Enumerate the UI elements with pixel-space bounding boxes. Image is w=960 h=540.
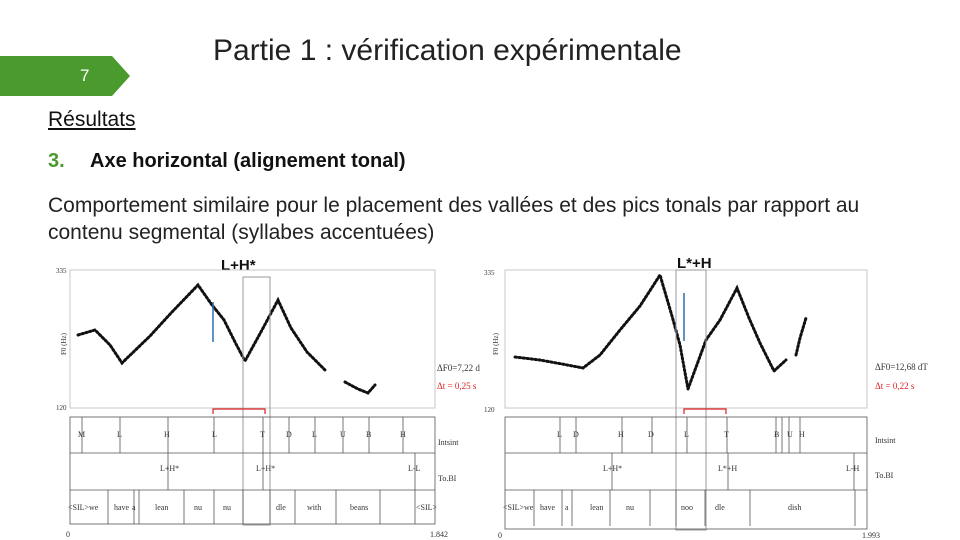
- word-label: have: [540, 503, 556, 512]
- slide-title: Partie 1 : vérification expérimentale: [213, 34, 682, 67]
- tobi-label: L*+H: [718, 464, 738, 473]
- word-label: with: [307, 503, 322, 512]
- intsint-label: T: [724, 430, 729, 439]
- word-label: a: [132, 503, 136, 512]
- delta-t-bracket-2: [684, 409, 726, 414]
- delta-f0-text-2: ΔF0=12,68 dT: [875, 362, 928, 372]
- tier-name-intsint-1: Intsint: [438, 438, 459, 447]
- word-label: <SIL>: [416, 503, 438, 512]
- word-label: beans: [350, 503, 369, 512]
- word-label: have: [114, 503, 130, 512]
- x-end-label-1: 1.842: [430, 530, 448, 539]
- intsint-label: U: [340, 430, 346, 439]
- section-title: Résultats: [48, 108, 136, 131]
- x-start-label-1: 0: [66, 530, 70, 539]
- pitch-panel-1: [70, 270, 435, 408]
- word-label: a: [565, 503, 569, 512]
- word-label: nu: [626, 503, 634, 512]
- body-text: Comportement similaire pour le placement des vallées et des pics tonals par rapport au contenu segmental (syllabes accentuées): [48, 194, 860, 244]
- intsint-label: D: [648, 430, 654, 439]
- intsint-label: L: [684, 430, 689, 439]
- intsint-label: L: [557, 430, 562, 439]
- pitch-contour-2a: [515, 275, 786, 389]
- word-label: dish: [788, 503, 802, 512]
- intsint-label: H: [400, 430, 406, 439]
- stressed-syllable-box-2: [676, 270, 706, 530]
- delta-f0-text-1: ΔF0=7,22 d: [437, 363, 480, 373]
- intsint-label: H: [164, 430, 170, 439]
- tobi-label: L+H*: [256, 464, 276, 473]
- figure-1-label: L+H*: [221, 257, 256, 274]
- intsint-label: T: [260, 430, 265, 439]
- intsint-label: D: [573, 430, 579, 439]
- figure-2-label: L*+H: [677, 255, 712, 272]
- y-top-label-1: 335: [56, 267, 67, 275]
- figure-1: [56, 267, 480, 539]
- tobi-label: L-H: [846, 464, 860, 473]
- slide-number: 7: [80, 66, 90, 85]
- intsint-label: L: [212, 430, 217, 439]
- intsint-label: B: [774, 430, 780, 439]
- x-end-label-2: 1.993: [862, 531, 880, 540]
- tobi-label: L-L: [408, 464, 421, 473]
- x-start-label-2: 0: [498, 531, 502, 540]
- tier-name-intsint-2: Intsint: [875, 436, 896, 445]
- tier-name-tobi-1: To.BI: [438, 474, 457, 483]
- tobi-label: L+H*: [160, 464, 180, 473]
- y-axis-label-1: F0 (Hz): [60, 333, 68, 355]
- stressed-syllable-box-1: [243, 277, 270, 525]
- delta-t-text-1: Δt = 0,25 s: [437, 381, 477, 391]
- intsint-label: L: [312, 430, 317, 439]
- word-label: lean: [590, 503, 604, 512]
- y-axis-label-2: F0 (Hz): [492, 333, 500, 355]
- intsint-label: U: [787, 430, 793, 439]
- intsint-label: L: [117, 430, 122, 439]
- word-label: <SIL>we: [68, 503, 99, 512]
- intsint-label: M: [78, 430, 86, 439]
- word-label: noo: [681, 503, 693, 512]
- y-bottom-label-1: 120: [56, 404, 67, 412]
- word-label: lean: [155, 503, 169, 512]
- tier-name-tobi-2: To.BI: [875, 471, 894, 480]
- figure-2: [484, 269, 928, 540]
- pitch-contour-2b: [796, 318, 806, 355]
- pitch-contour-1a: [78, 285, 325, 370]
- intsint-label: D: [286, 430, 292, 439]
- delta-t-text-2: Δt = 0,22 s: [875, 381, 915, 391]
- pitch-contour-1b: [345, 382, 375, 393]
- word-label: nu: [194, 503, 202, 512]
- heading-number: 3.: [48, 150, 65, 172]
- tobi-label: L+H*: [603, 464, 623, 473]
- word-label: dle: [715, 503, 725, 512]
- intsint-label: H: [799, 430, 805, 439]
- heading: Axe horizontal (alignement tonal): [90, 150, 406, 172]
- word-label: nu: [223, 503, 231, 512]
- y-bottom-label-2: 120: [484, 406, 495, 414]
- intsint-label: B: [366, 430, 372, 439]
- word-label: <SIL>we: [503, 503, 534, 512]
- intsint-label: H: [618, 430, 624, 439]
- pitch-panel-2: [505, 270, 867, 408]
- word-label: dle: [276, 503, 286, 512]
- delta-t-bracket-1: [213, 409, 265, 414]
- y-top-label-2: 335: [484, 269, 495, 277]
